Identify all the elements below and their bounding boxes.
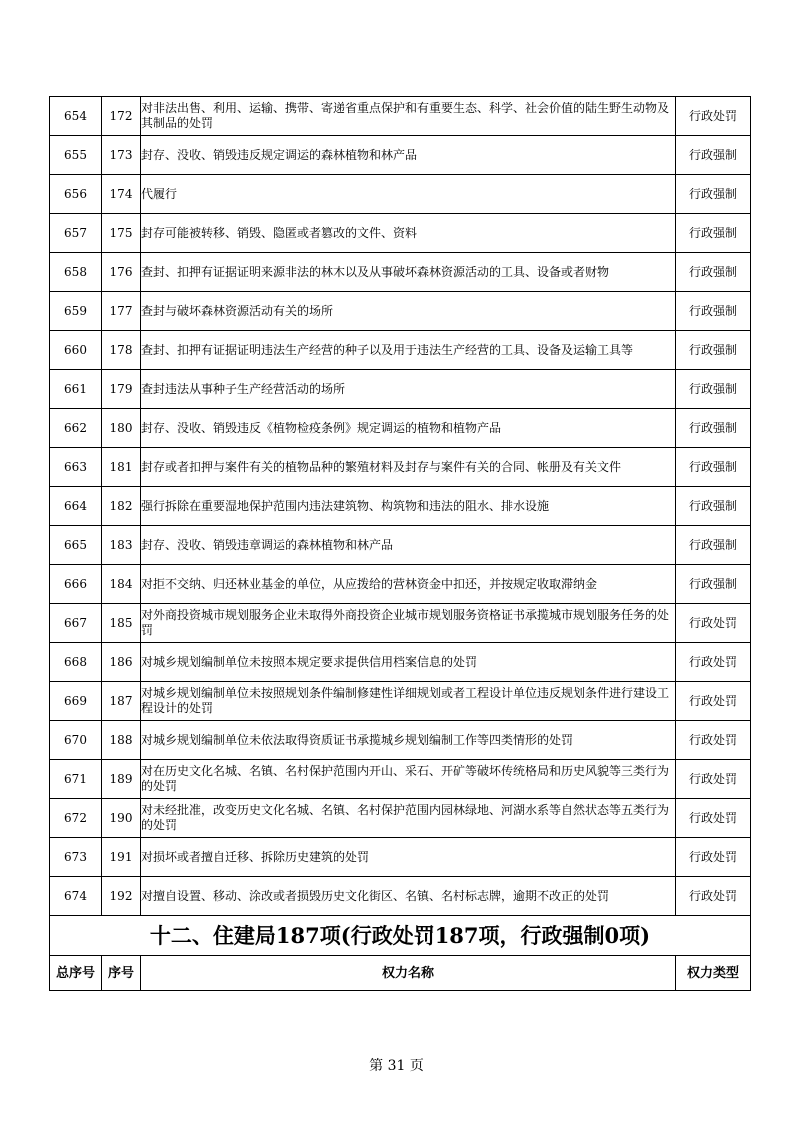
total-seq-cell: 673 [50,838,102,877]
table-row [50,682,751,721]
seq-cell: 172 [102,97,141,136]
seq-cell: 190 [102,799,141,838]
total-seq-cell: 661 [50,370,102,409]
table-row [50,526,751,565]
table-row [50,604,751,643]
power-type-cell: 行政强制 [676,136,751,175]
seq-cell: 177 [102,292,141,331]
header-row [50,956,751,991]
header-type: 权力类型 [676,956,751,991]
power-type-cell: 行政处罚 [676,721,751,760]
table-row [50,292,751,331]
power-name-cell: 对擅自设置、移动、涂改或者损毁历史文化街区、名镇、名村标志牌，逾期不改正的处罚 [141,877,676,916]
section-title: 十二、住建局187项(行政处罚187项，行政强制0项) [50,916,751,956]
table-row [50,760,751,799]
power-name-cell: 对城乡规划编制单位未按照本规定要求提供信用档案信息的处罚 [141,643,676,682]
total-seq-cell: 657 [50,214,102,253]
power-type-cell: 行政处罚 [676,97,751,136]
power-type-cell: 行政处罚 [676,877,751,916]
page-number: 第 31 页 [369,1058,424,1074]
table-row [50,331,751,370]
power-type-cell: 行政强制 [676,409,751,448]
power-type-cell: 行政处罚 [676,799,751,838]
table-row [50,448,751,487]
total-seq-cell: 659 [50,292,102,331]
power-name-cell: 对城乡规划编制单位未依法取得资质证书承揽城乡规划编制工作等四类情形的处罚 [141,721,676,760]
seq-cell: 173 [102,136,141,175]
power-name-cell: 查封、扣押有证据证明违法生产经营的种子以及用于违法生产经营的工具、设备及运输工具等 [141,331,676,370]
seq-cell: 183 [102,526,141,565]
power-type-cell: 行政强制 [676,331,751,370]
total-seq-cell: 655 [50,136,102,175]
table-row [50,565,751,604]
header-name: 权力名称 [141,956,676,991]
power-type-cell: 行政处罚 [676,760,751,799]
table-row [50,643,751,682]
table-row [50,877,751,916]
total-seq-cell: 665 [50,526,102,565]
power-type-cell: 行政处罚 [676,838,751,877]
header-seq: 序号 [102,956,141,991]
power-type-cell: 行政强制 [676,292,751,331]
total-seq-cell: 663 [50,448,102,487]
table-row [50,487,751,526]
header-total: 总序号 [50,956,102,991]
power-type-cell: 行政强制 [676,526,751,565]
seq-cell: 191 [102,838,141,877]
power-name-cell: 对未经批准，改变历史文化名城、名镇、名村保护范围内园林绿地、河湖水系等自然状态等五类行为的处罚 [141,799,676,838]
seq-cell: 188 [102,721,141,760]
table-row [50,97,751,136]
power-name-cell: 对城乡规划编制单位未按照规划条件编制修建性详细规划或者工程设计单位违反规划条件进行建设工程设计的处罚 [141,682,676,721]
table-row [50,214,751,253]
total-seq-cell: 666 [50,565,102,604]
power-name-cell: 对拒不交纳、归还林业基金的单位，从应拨给的营林资金中扣还，并按规定收取滞纳金 [141,565,676,604]
table-row [50,175,751,214]
seq-cell: 181 [102,448,141,487]
power-name-cell: 对非法出售、利用、运输、携带、寄递省重点保护和有重要生态、科学、社会价值的陆生野生动物及其制品的处罚 [141,97,676,136]
total-seq-cell: 667 [50,604,102,643]
total-seq-cell: 668 [50,643,102,682]
total-seq-cell: 672 [50,799,102,838]
seq-cell: 175 [102,214,141,253]
power-name-cell: 封存可能被转移、销毁、隐匿或者篡改的文件、资料 [141,214,676,253]
seq-cell: 187 [102,682,141,721]
power-type-cell: 行政强制 [676,175,751,214]
power-name-cell: 代履行 [141,175,676,214]
table-row [50,253,751,292]
seq-cell: 180 [102,409,141,448]
table-row [50,838,751,877]
power-type-cell: 行政强制 [676,253,751,292]
power-name-cell: 封存、没收、销毁违章调运的森林植物和林产品 [141,526,676,565]
seq-cell: 186 [102,643,141,682]
power-type-cell: 行政强制 [676,448,751,487]
power-list-table [49,96,751,991]
seq-cell: 184 [102,565,141,604]
power-name-cell: 封存、没收、销毁违反规定调运的森林植物和林产品 [141,136,676,175]
table-row [50,370,751,409]
power-name-cell: 对损坏或者擅自迁移、拆除历史建筑的处罚 [141,838,676,877]
power-type-cell: 行政强制 [676,565,751,604]
total-seq-cell: 656 [50,175,102,214]
power-name-cell: 封存、没收、销毁违反《植物检疫条例》规定调运的植物和植物产品 [141,409,676,448]
total-seq-cell: 660 [50,331,102,370]
table-row [50,721,751,760]
total-seq-cell: 664 [50,487,102,526]
total-seq-cell: 658 [50,253,102,292]
power-name-cell: 查封与破坏森林资源活动有关的场所 [141,292,676,331]
seq-cell: 192 [102,877,141,916]
total-seq-cell: 669 [50,682,102,721]
seq-cell: 174 [102,175,141,214]
power-name-cell: 封存或者扣押与案件有关的植物品种的繁殖材料及封存与案件有关的合同、帐册及有关文件 [141,448,676,487]
power-type-cell: 行政处罚 [676,643,751,682]
power-name-cell: 查封、扣押有证据证明来源非法的林木以及从事破坏森林资源活动的工具、设备或者财物 [141,253,676,292]
seq-cell: 182 [102,487,141,526]
power-type-cell: 行政强制 [676,370,751,409]
power-name-cell: 查封违法从事种子生产经营活动的场所 [141,370,676,409]
seq-cell: 179 [102,370,141,409]
seq-cell: 176 [102,253,141,292]
table-row [50,799,751,838]
power-name-cell: 对在历史文化名城、名镇、名村保护范围内开山、采石、开矿等破坏传统格局和历史风貌等三类行为的处罚 [141,760,676,799]
power-name-cell: 强行拆除在重要湿地保护范围内违法建筑物、构筑物和违法的阻水、排水设施 [141,487,676,526]
table-row [50,136,751,175]
power-type-cell: 行政强制 [676,214,751,253]
total-seq-cell: 654 [50,97,102,136]
power-type-cell: 行政处罚 [676,682,751,721]
power-type-cell: 行政处罚 [676,604,751,643]
power-name-cell: 对外商投资城市规划服务企业未取得外商投资企业城市规划服务资格证书承揽城市规划服务任务的处罚 [141,604,676,643]
seq-cell: 178 [102,331,141,370]
total-seq-cell: 662 [50,409,102,448]
seq-cell: 185 [102,604,141,643]
total-seq-cell: 674 [50,877,102,916]
power-type-cell: 行政强制 [676,487,751,526]
table-row [50,409,751,448]
section-title-row [50,916,751,956]
total-seq-cell: 670 [50,721,102,760]
seq-cell: 189 [102,760,141,799]
total-seq-cell: 671 [50,760,102,799]
